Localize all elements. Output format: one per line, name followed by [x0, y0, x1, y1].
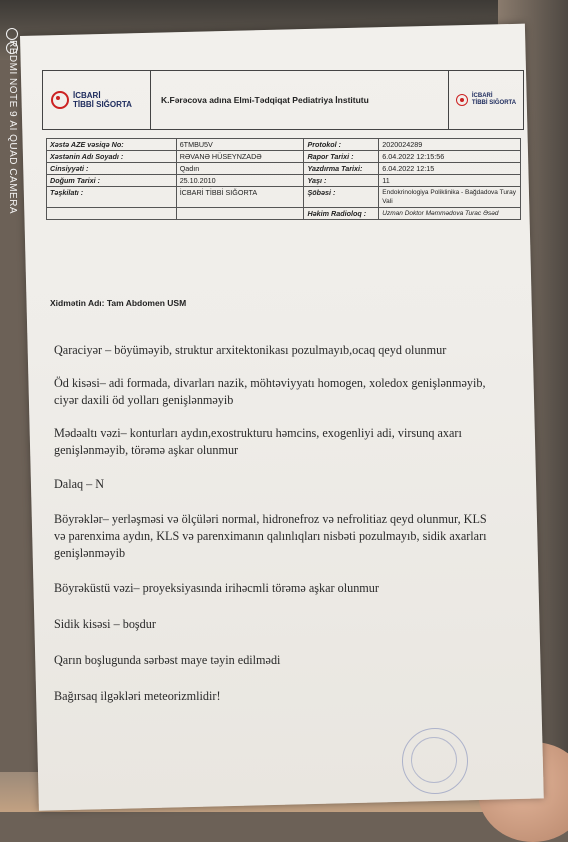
- finding-gallbladder: Öd kisəsi– adi formada, divarları nazik, möhtəviyyatı homogen, xoledox genişlənməyib, ciyər daxili öd yolları genişlənməyib: [54, 376, 486, 407]
- logo-mark-icon: [51, 91, 69, 109]
- finding-liver: Qaraciyər – böyüməyib, struktur arxitektonikası pozulmayıb,ocaq qeyd olunmur: [54, 343, 447, 357]
- logo-mark-icon: [456, 94, 468, 106]
- document-sheet: [20, 24, 544, 811]
- protocol-value: 2020024289: [379, 139, 521, 151]
- finding-abdomen-fluid: Qarın boşlugunda sərbəst maye təyin edilmədi: [54, 653, 281, 667]
- table-row: [47, 139, 521, 151]
- insurance-logo-left: [43, 71, 151, 129]
- doctor-label: Həkim Radioloq :: [304, 208, 379, 220]
- protocol-label: Protokol :: [304, 139, 379, 151]
- department-label: Şöbəsi :: [304, 187, 379, 208]
- watermark-line2: AI QUAD CAMERA: [7, 120, 18, 215]
- logo-left-line1: İCBARİ: [73, 91, 101, 100]
- gender-label: Cinsiyyəti :: [47, 163, 177, 175]
- institute-title: K.Fərəcova adına Elmi-Tədqiqat Pediatriya İnstitutu: [161, 95, 369, 105]
- age-label: Yaşı :: [304, 175, 379, 187]
- logo-right-line2: TİBBİ SIĞORTA: [471, 100, 517, 106]
- document-header: [42, 70, 524, 130]
- table-row: [47, 187, 521, 208]
- birth-date-value: 25.10.2010: [176, 175, 304, 187]
- patient-no-value: 6TMBU5V: [176, 139, 304, 151]
- doctor-value: Uzman Doktor Məmmədova Turac Əsəd: [379, 208, 521, 220]
- finding-pancreas: Mədəaltı vəzi– konturları aydın,exostrukturu həmcins, exogenliyi adi, virsunq axarı genişlənməyib, törəmə aşkar olunmur: [54, 426, 462, 457]
- finding-adrenal: Böyrəküstü vəzi– proyeksiyasında irihəcmli törəmə aşkar olunmur: [54, 581, 379, 595]
- insurance-logo-right: [448, 71, 523, 129]
- patient-name-value: RƏVANƏ HÜSEYNZADƏ: [176, 151, 304, 163]
- organization-label: Təşkilatı :: [47, 187, 177, 208]
- table-row: [47, 208, 521, 220]
- stamp-seal: [402, 728, 468, 794]
- table-row: [47, 175, 521, 187]
- finding-intestines: Bağırsaq ilgəkləri meteorizmlidir!: [54, 689, 221, 703]
- logo-left-line2: TİBBİ SIĞORTA: [73, 100, 132, 109]
- patient-info-table: [46, 138, 521, 220]
- watermark-line1: REDMI NOTE 9: [7, 40, 18, 118]
- table-row: [47, 163, 521, 175]
- organization-value: İCBARİ TİBBİ SIĞORTA: [176, 187, 304, 208]
- department-value: Endokrinologiya Poliklinika - Bağdadova Turay Vali: [379, 187, 521, 208]
- finding-bladder: Sidik kisəsi – boşdur: [54, 617, 156, 631]
- print-date-value: 6.04.2022 12:15: [379, 163, 521, 175]
- patient-name-label: Xəstənin Adı Soyadı :: [47, 151, 177, 163]
- finding-kidneys: Böyrəklər– yerləşməsi və ölçüləri normal, hidronefroz və nefrolitiaz qeyd olunmur, KLS və parenxima aydın, KLS və parenximanın qalınlıqları nisbəti pozulmayıb, sidik axarları genişlənməyib: [54, 512, 487, 560]
- report-date-value: 6.04.2022 12:15:56: [379, 151, 521, 163]
- service-name: Xidmətin Adı: Tam Abdomen USM: [50, 298, 187, 308]
- empty-cell: [176, 208, 304, 220]
- empty-cell: [47, 208, 177, 220]
- camera-watermark: [6, 40, 19, 214]
- table-row: [47, 151, 521, 163]
- findings-section: [54, 342, 494, 705]
- finding-spleen: Dalaq – N: [54, 477, 105, 491]
- report-date-label: Rapor Tarixi :: [304, 151, 379, 163]
- print-date-label: Yazdırma Tarixi:: [304, 163, 379, 175]
- age-value: 11: [379, 175, 521, 187]
- logo-right-line1: İCBARİ: [471, 93, 493, 99]
- gender-value: Qadın: [176, 163, 304, 175]
- patient-no-label: Xəstə AZE vəsiqə No:: [47, 139, 177, 151]
- birth-date-label: Doğum Tarixi :: [47, 175, 177, 187]
